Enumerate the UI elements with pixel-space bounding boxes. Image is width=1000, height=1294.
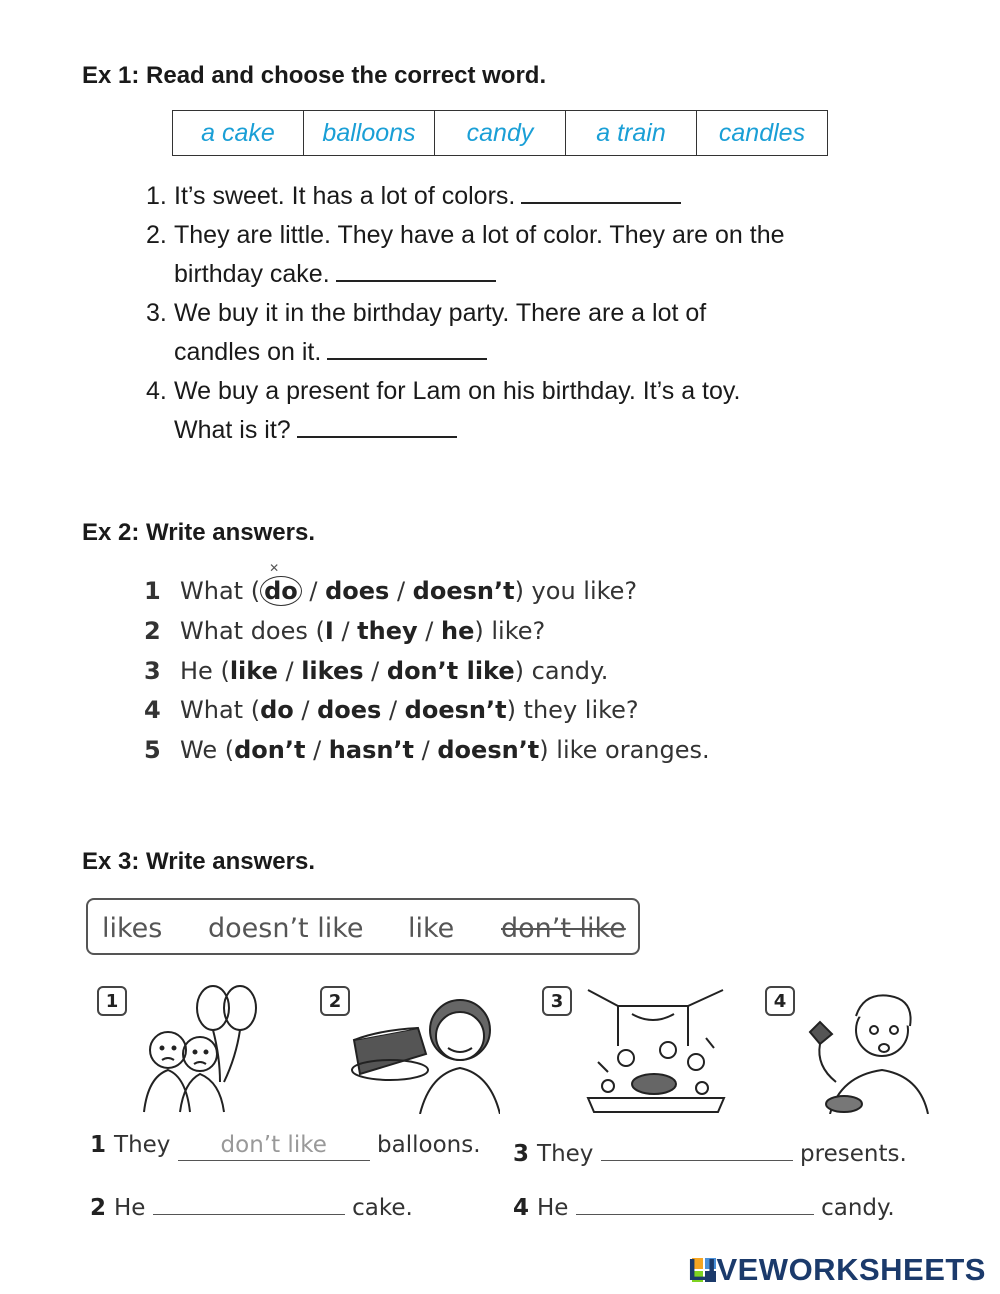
choice[interactable]: likes [301,657,364,685]
word-option: likes [102,913,163,944]
sentence-number: 3 [513,1141,530,1167]
ex1-question-4 [146,372,846,450]
question-number: 1. [146,182,167,210]
panel-number-badge: 3 [542,986,572,1016]
sentence-subject: He [114,1195,146,1221]
panel-number-badge: 1 [97,986,127,1016]
item-text: ) like? [474,617,546,645]
word-option: like [408,913,455,944]
item-number: 2 [144,617,161,645]
choice-circled[interactable]: ✕ do [260,576,302,606]
choice[interactable]: I [324,617,334,645]
sentence-subject: They [537,1141,594,1167]
choice[interactable]: does [325,577,390,605]
item-text: We ( [180,736,235,764]
sentence-number: 2 [90,1195,107,1221]
answer-line[interactable] [153,1186,345,1215]
answer-line-filled[interactable]: don’t like [178,1132,370,1161]
word-option: a cake [173,111,304,155]
ex3-sentence-1 [90,1132,481,1161]
word-option: doesn’t like [208,913,364,944]
question-text-cont: candles on it. [174,338,322,366]
choice[interactable]: like [229,657,278,685]
item-text: What ( [180,577,261,605]
ex3-sentence-2 [90,1186,413,1221]
ex3-heading: Ex 3: Write answers. [82,848,315,875]
ex3-sentence-3 [513,1132,907,1167]
sentence-end: candy. [821,1195,895,1221]
item-text: ) you like? [514,577,638,605]
choice[interactable]: doesn’t [412,577,515,605]
question-text: We buy it in the birthday party. There are a lot of [174,299,707,327]
question-text: They are little. They have a lot of color. They are on the [174,221,785,249]
item-text: What ( [180,696,261,724]
word-option-used: don’t like [501,913,626,944]
answer-blank[interactable] [336,256,496,282]
word-option: a train [566,111,697,155]
ex3-word-box [86,898,640,955]
choice[interactable]: doesn’t [404,696,507,724]
sentence-number: 4 [513,1195,530,1221]
sentence-subject: He [537,1195,569,1221]
panel-number-badge: 2 [320,986,350,1016]
answer-line[interactable] [601,1132,793,1161]
ex2-heading: Ex 2: Write answers. [82,519,315,546]
panel-number-badge: 4 [765,986,795,1016]
item-number: 1 [144,577,161,605]
question-text: We buy a present for Lam on his birthday. It’s a toy. [174,377,741,405]
ex3-sentence-4 [513,1186,895,1221]
boy-cake-illustration [350,990,500,1114]
ex2-item-1: 1 What (✕ do / does / doesn’t) you like? [144,576,637,606]
liveworksheets-logo: LIVEWORKSHEETS [687,1252,986,1287]
answer-blank[interactable] [327,334,487,360]
question-number: 4. [146,377,167,405]
item-number: 5 [144,736,161,764]
ex1-question-3 [146,294,846,372]
choice[interactable]: don’t [234,736,306,764]
ex2-item-5: 5 We (don’t / hasn’t / doesn’t) like oranges. [144,736,710,764]
question-text-cont: birthday cake. [174,260,330,288]
sentence-subject: They [114,1132,171,1158]
party-illustration [578,986,730,1114]
sentence-end: balloons. [377,1132,481,1158]
item-text: He ( [180,657,230,685]
boy-candy-illustration [790,986,930,1114]
answer-blank[interactable] [521,178,681,204]
choice[interactable]: doesn’t [437,736,540,764]
ex2-item-3: 3 He (like / likes / don’t like) candy. [144,657,609,685]
item-text: What does ( [180,617,325,645]
sentence-end: presents. [800,1141,907,1167]
question-text-cont: What is it? [174,416,291,444]
item-number: 4 [144,696,161,724]
answer-line[interactable] [576,1186,814,1215]
choice[interactable]: they [357,617,418,645]
choice[interactable]: does [317,696,382,724]
choice[interactable]: he [440,617,475,645]
ex1-question-2 [146,216,846,294]
choice[interactable]: do [260,696,294,724]
question-number: 3. [146,299,167,327]
word-option: balloons [304,111,435,155]
children-balloons-illustration [128,982,268,1114]
word-option: candy [435,111,566,155]
ex2-item-4: 4 What (do / does / doesn’t) they like? [144,696,639,724]
sentence-end: cake. [352,1195,413,1221]
item-text: ) candy. [514,657,609,685]
answer-blank[interactable] [297,412,457,438]
item-number: 3 [144,657,161,685]
ex1-word-box [172,110,828,156]
question-number: 2. [146,221,167,249]
choice[interactable]: don’t like [386,657,515,685]
word-option: candles [718,118,806,147]
ex1-heading: Ex 1: Read and choose the correct word. [82,62,547,89]
ex1-question-1 [146,177,846,216]
item-text: ) like oranges. [539,736,710,764]
question-text: It’s sweet. It has a lot of colors. [174,182,516,210]
item-text: ) they like? [506,696,639,724]
choice[interactable]: hasn’t [328,736,415,764]
ex2-item-2: 2 What does (I / they / he) like? [144,617,546,645]
sentence-number: 1 [90,1132,107,1158]
